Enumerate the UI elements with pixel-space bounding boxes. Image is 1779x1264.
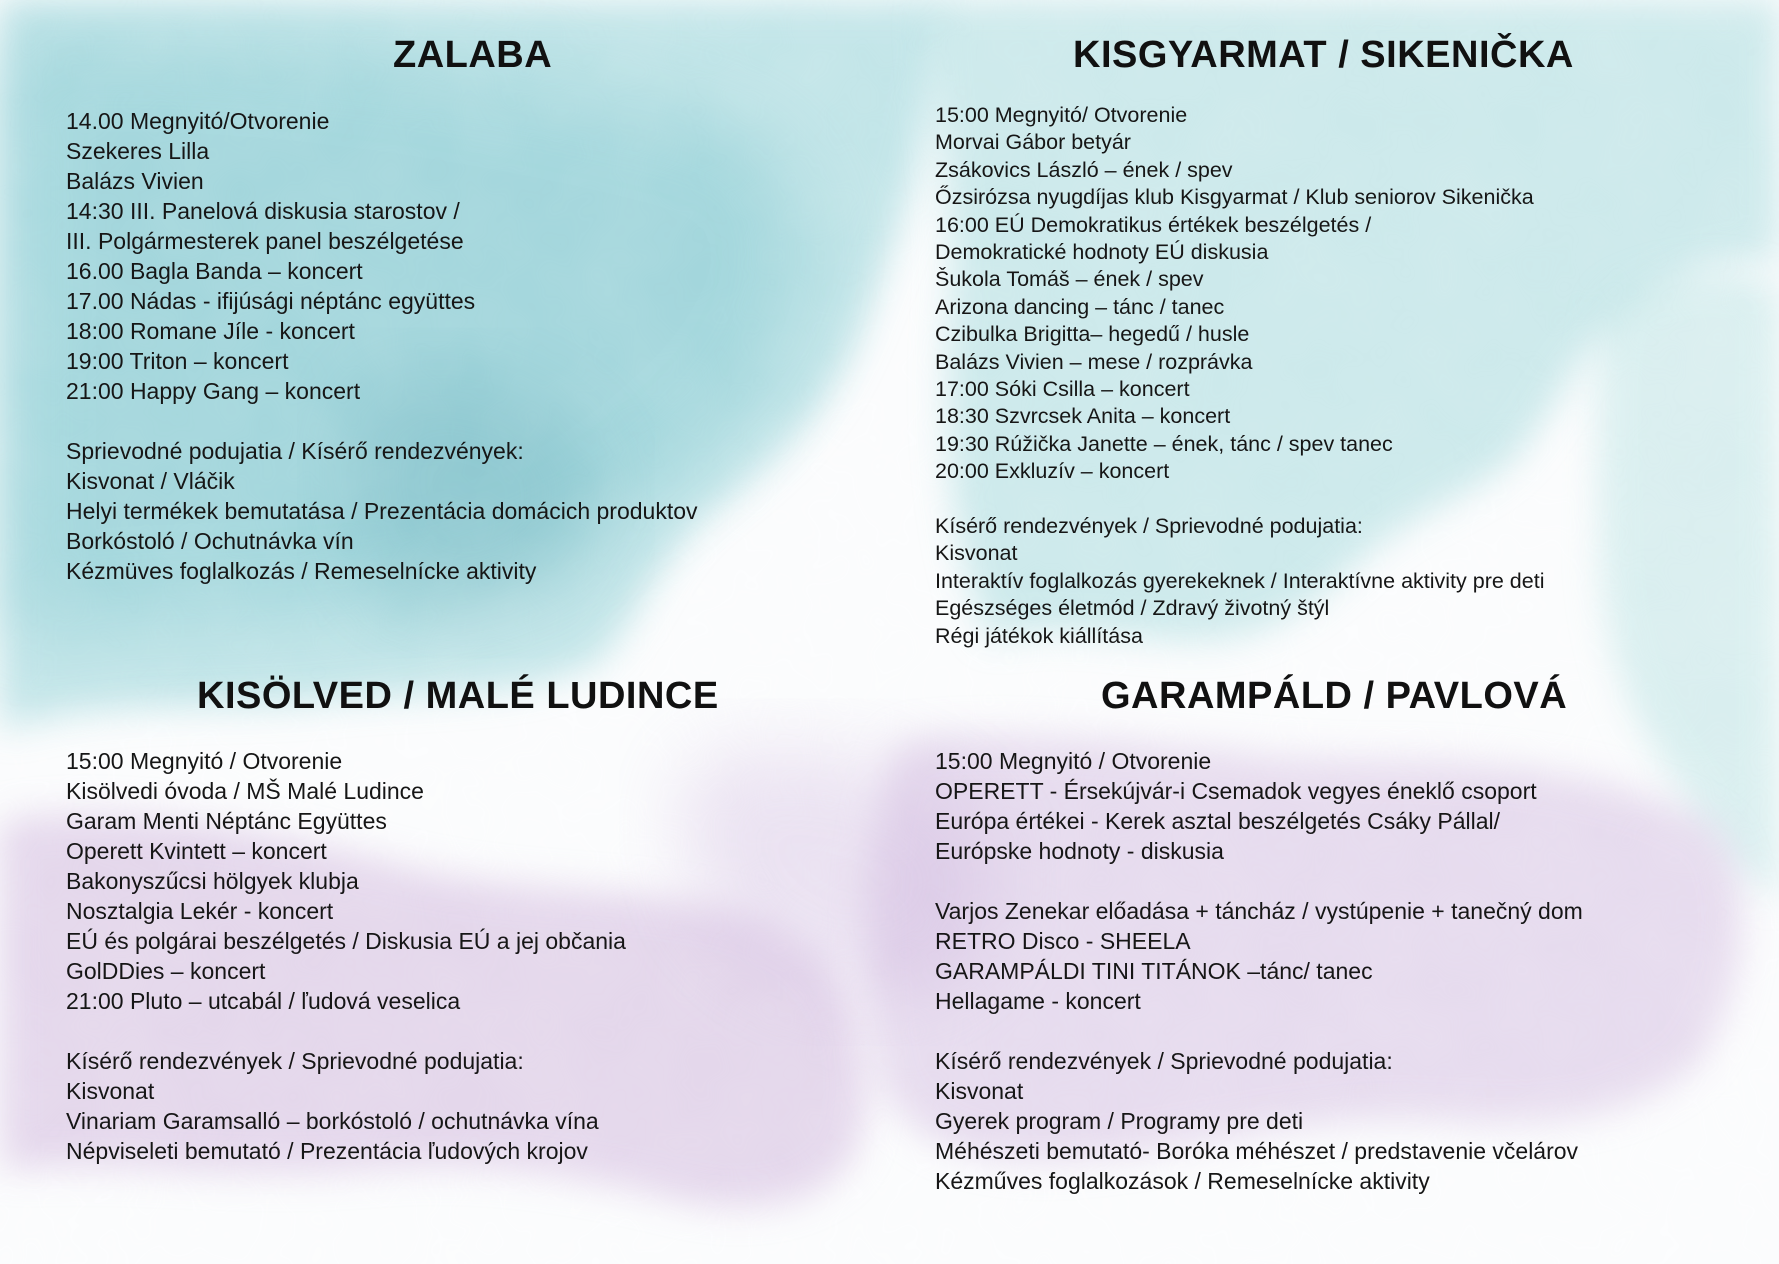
program-line: Egészséges életmód / Zdravý životný štýl — [935, 596, 1330, 621]
program-line: GolDDies – koncert — [66, 958, 266, 984]
program-line: 14:30 III. Panelová diskusia starostov / — [66, 198, 460, 224]
program-line: Európa értékei - Kerek asztal beszélgetés Csáky Pállal/ — [935, 808, 1501, 834]
program-line: EÚ és polgárai beszélgetés / Diskusia EÚ a jej občania — [66, 928, 626, 954]
program-line: 15:00 Megnyitó/ Otvorenie — [935, 103, 1188, 127]
program-line: 19:30 Rúžička Janette – ének, tánc / spev tanec — [935, 431, 1393, 456]
program-line: 14.00 Megnyitó/Otvorenie — [66, 108, 330, 134]
program-line: Kisvonat — [66, 1078, 155, 1104]
program-line: Garam Menti Néptánc Együttes — [66, 808, 387, 834]
program-line: 16.00 Bagla Banda – koncert — [66, 258, 363, 284]
program-line: 18:30 Szvrcsek Anita – koncert — [935, 404, 1231, 429]
program-line: Őzsirózsa nyugdíjas klub Kisgyarmat / Klub seniorov Sikenička — [935, 185, 1534, 210]
program-line: Balázs Vivien — [66, 168, 204, 194]
section-title-kisgyarmat: KISGYARMAT / SIKENIČKA — [1073, 34, 1574, 76]
section-title-garampald: GARAMPÁLD / PAVLOVÁ — [1101, 675, 1568, 717]
program-line: Kisvonat / Vláčik — [66, 468, 235, 494]
program-list-garampald — [935, 746, 1583, 1196]
program-line: 17:00 Sóki Csilla – koncert — [935, 377, 1190, 402]
program-line: Kézmüves foglalkozás / Remeselnícke aktivity — [66, 558, 537, 584]
program-line: Morvai Gábor betyár — [935, 130, 1131, 155]
program-line: Bakonyszűcsi hölgyek klubja — [66, 868, 359, 894]
spacer-line — [66, 406, 698, 436]
spacer-line — [935, 866, 1583, 896]
program-line: Helyi termékek bemutatása / Prezentácia domácich produktov — [66, 498, 698, 524]
section-title-kisolved: KISÖLVED / MALÉ LUDINCE — [197, 675, 719, 717]
program-line: 15:00 Megnyitó / Otvorenie — [66, 748, 343, 774]
program-line: 21:00 Pluto – utcabál / ľudová veselica — [66, 988, 461, 1014]
program-line: 15:00 Megnyitó / Otvorenie — [935, 748, 1212, 774]
program-line: Interaktív foglalkozás gyerekeknek / Interaktívne aktivity pre deti — [935, 568, 1545, 593]
program-line: 21:00 Happy Gang – koncert — [66, 378, 361, 404]
program-line: Méhészeti bemutató- Boróka méhészet / predstavenie včelárov — [935, 1138, 1579, 1164]
program-line: 16:00 EÚ Demokratikus értékek beszélgetés / — [935, 212, 1372, 237]
spacer-line — [66, 1016, 626, 1046]
program-line: Varjos Zenekar előadása + táncház / vystúpenie + tanečný dom — [935, 898, 1583, 924]
program-line: Kisvonat — [935, 1078, 1024, 1104]
program-line: Kísérő rendezvények / Sprievodné podujatia: — [935, 514, 1363, 539]
program-line: RETRO Disco - SHEELA — [935, 928, 1191, 954]
program-line: Kisölvedi óvoda / MŠ Malé Ludince — [66, 778, 424, 804]
program-line: Šukola Tomáš – ének / spev — [935, 267, 1204, 292]
spacer-line — [935, 486, 1544, 513]
program-line: Vinariam Garamsalló – borkóstoló / ochutnávka vína — [66, 1108, 599, 1134]
program-line: Hellagame - koncert — [935, 988, 1141, 1014]
program-line: Kísérő rendezvények / Sprievodné podujatia: — [935, 1048, 1393, 1074]
program-line: Arizona dancing – tánc / tanec — [935, 294, 1225, 319]
program-line: Kísérő rendezvények / Sprievodné podujatia: — [66, 1048, 524, 1074]
program-line: Régi játékok kiállítása — [935, 623, 1143, 648]
program-line: Borkóstoló / Ochutnávka vín — [66, 528, 354, 554]
program-line: OPERETT - Érsekújvár-i Csemadok vegyes éneklő csoport — [935, 778, 1537, 804]
program-line: Zsákovics László – ének / spev — [935, 157, 1233, 182]
program-list-kisgyarmat — [935, 102, 1544, 650]
program-line: Európske hodnoty - diskusia — [935, 838, 1224, 864]
section-title-zalaba: ZALABA — [393, 34, 553, 76]
program-line: III. Polgármesterek panel beszélgetése — [66, 228, 464, 254]
program-line: Kézműves foglalkozások / Remeselnícke aktivity — [935, 1168, 1430, 1194]
program-line: Népviseleti bemutató / Prezentácia ľudových krojov — [66, 1138, 588, 1164]
program-line: Kisvonat — [935, 541, 1018, 566]
program-line: 18:00 Romane Jíle - koncert — [66, 318, 355, 344]
program-list-zalaba — [66, 106, 698, 586]
program-line: Demokratické hodnoty EÚ diskusia — [935, 240, 1269, 265]
program-line: Czibulka Brigitta– hegedű / husle — [935, 322, 1250, 347]
program-list-kisolved — [66, 746, 626, 1166]
program-line: 20:00 Exkluzív – koncert — [935, 459, 1170, 484]
program-line: GARAMPÁLDI TINI TITÁNOK –tánc/ tanec — [935, 958, 1373, 984]
program-line: Szekeres Lilla — [66, 138, 210, 164]
spacer-line — [935, 1016, 1583, 1046]
program-line: Nosztalgia Lekér - koncert — [66, 898, 334, 924]
program-line: Sprievodné podujatia / Kísérő rendezvények: — [66, 438, 524, 464]
program-line: 17.00 Nádas - ifijúsági néptánc együttes — [66, 288, 476, 314]
program-line: Operett Kvintett – koncert — [66, 838, 327, 864]
program-line: 19:00 Triton – koncert — [66, 348, 289, 374]
program-line: Balázs Vivien – mese / rozprávka — [935, 349, 1253, 374]
program-line: Gyerek program / Programy pre deti — [935, 1108, 1304, 1134]
